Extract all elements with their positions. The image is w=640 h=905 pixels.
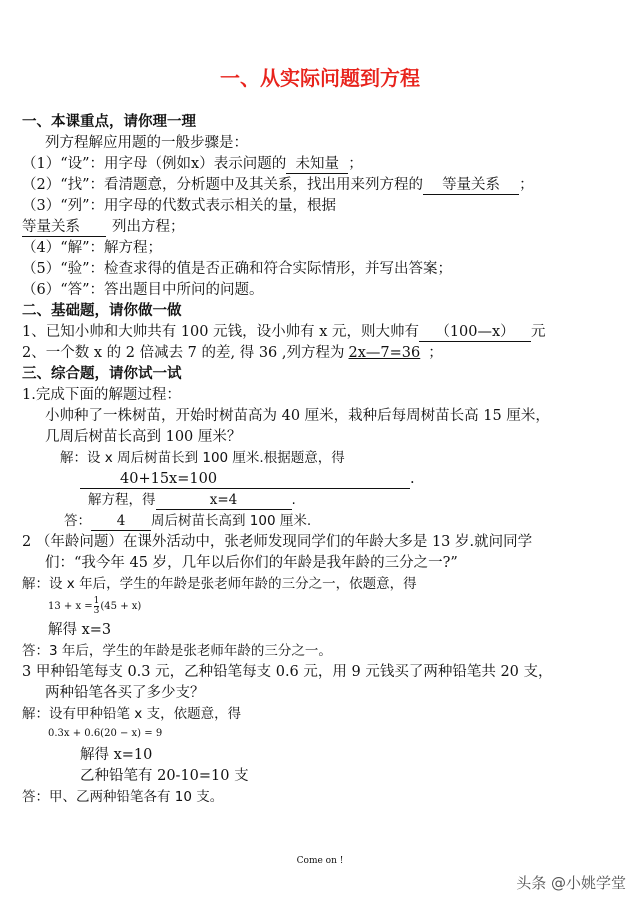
problem-3-result: 解得 x=10 — [80, 747, 153, 763]
problem-1-equation: 40+15x=100 — [80, 470, 410, 489]
steps-intro: 列方程解应用题的一般步骤是： — [45, 135, 248, 151]
q2-answer: 2x—7=36 — [348, 345, 421, 361]
problem-2-equation — [48, 597, 141, 616]
page-footer: Come on ! — [296, 856, 344, 866]
solve-label: 解方程，得 — [88, 492, 156, 508]
q1-answer: （100—x） — [419, 323, 531, 342]
section3-heading: 三、综合题，请你试一试 — [22, 366, 182, 382]
basic-question-2 — [22, 343, 443, 363]
watermark: 头条 @小姚学堂 — [516, 874, 626, 892]
problem-1-label: 1.完成下面的解题过程： — [22, 387, 181, 403]
q2-text: 2、一个数 x 的 2 倍减去 7 的差, 得 36 ,列方程为 — [22, 345, 345, 361]
q1-end: 元 — [531, 324, 546, 340]
answer-text: 周后树苗长高到 100 厘米. — [151, 513, 312, 529]
equation-left: 13 + x = — [48, 601, 93, 612]
section1-heading: 一、本课重点，请你理一理 — [22, 114, 196, 130]
problem-1-equation-line: 40+15x=100 . — [80, 469, 415, 489]
problem-2-solution-setup: 解：设 x 年后，学生的年龄是张老师年龄的三分之一，依题意，得 — [22, 576, 417, 592]
problem-3-equation: 0.3x + 0.6(20 − x) = 9 — [48, 728, 163, 739]
step-6: （6）“答”：答出题目中所问的问题。 — [22, 282, 264, 298]
step-1-end: ； — [348, 156, 363, 172]
fraction-numerator: 1 — [93, 596, 100, 606]
problem-1-solution-setup: 解：设 x 周后树苗长到 100 厘米.根据题意，得 — [60, 450, 345, 466]
step-1-answer: 未知量 — [286, 155, 348, 174]
page-title: 一、从实际问题到方程 — [220, 66, 420, 90]
q1-text: 1、已知小帅和大帅共有 100 元钱，设小帅有 x 元，则大帅有 — [22, 324, 420, 340]
equation-right: (45 + x) — [100, 601, 142, 612]
step-3-line1: （3）“列”：用字母的代数式表示相关的量，根据 — [22, 198, 337, 214]
problem-1-text-line1: 小帅种了一株树苗，开始时树苗高为 40 厘米，栽种后每周树苗长高 15 厘米， — [45, 408, 550, 424]
q2-end: ； — [428, 345, 443, 361]
problem-1-solve-line: 解方程，得 x=4 . — [88, 492, 296, 508]
problem-3-text-line1: 3 甲种铅笔每支 0.3 元，乙种铅笔每支 0.6 元，用 9 元钱买了两种铅笔共 20 支， — [22, 664, 553, 680]
problem-1-answer-value: 4 — [91, 512, 151, 531]
problem-3-other: 乙种铅笔有 20-10=10 支 — [80, 768, 249, 784]
problem-1-answer-line — [64, 511, 311, 531]
step-2 — [22, 175, 534, 195]
step-3-line2 — [22, 217, 185, 237]
step-1 — [22, 154, 363, 174]
problem-2-answer: 答：3 年后，学生的年龄是张老师年龄的三分之一。 — [22, 643, 332, 659]
problem-3-answer: 答：甲、乙两种铅笔各有 10 支。 — [22, 789, 224, 805]
answer-label: 答： — [64, 513, 91, 529]
step-2-answer: 等量关系 — [423, 176, 519, 195]
problem-2-text-line2: 们：“我今年 45 岁，几年以后你们的年龄是我年龄的三分之一?” — [45, 555, 458, 571]
step-5: （5）“验”：检查求得的值是否正确和符合实际情形，并写出答案； — [22, 261, 453, 277]
step-4: （4）“解”：解方程； — [22, 240, 163, 256]
step-3-end: 列出方程； — [112, 219, 185, 235]
problem-2-text-line1: 2 （年龄问题）在课外活动中，张老师发现同学们的年龄大多是 13 岁.就问同学 — [22, 534, 533, 550]
step-2-end: ； — [519, 177, 534, 193]
basic-question-1 — [22, 322, 546, 342]
problem-1-solution-value: x=4 — [156, 491, 292, 510]
fraction-one-third — [94, 597, 100, 616]
section2-heading: 二、基础题，请你做一做 — [22, 303, 182, 319]
step-3-answer: 等量关系 — [22, 218, 106, 237]
problem-2-result: 解得 x=3 — [48, 622, 112, 638]
step-2-text: （2）“找”：看清题意，分析题中及其关系，找出用来列方程的 — [22, 177, 424, 193]
problem-3-text-line2: 两种铅笔各买了多少支？ — [45, 685, 205, 701]
fraction-denominator: 3 — [93, 606, 100, 616]
step-1-text: （1）“设”：用字母（例如x）表示问题的 — [22, 156, 287, 172]
problem-1-text-line2: 几周后树苗长高到 100 厘米？ — [45, 429, 242, 445]
problem-3-solution-setup: 解：设有甲种铅笔 x 支，依题意，得 — [22, 706, 242, 722]
